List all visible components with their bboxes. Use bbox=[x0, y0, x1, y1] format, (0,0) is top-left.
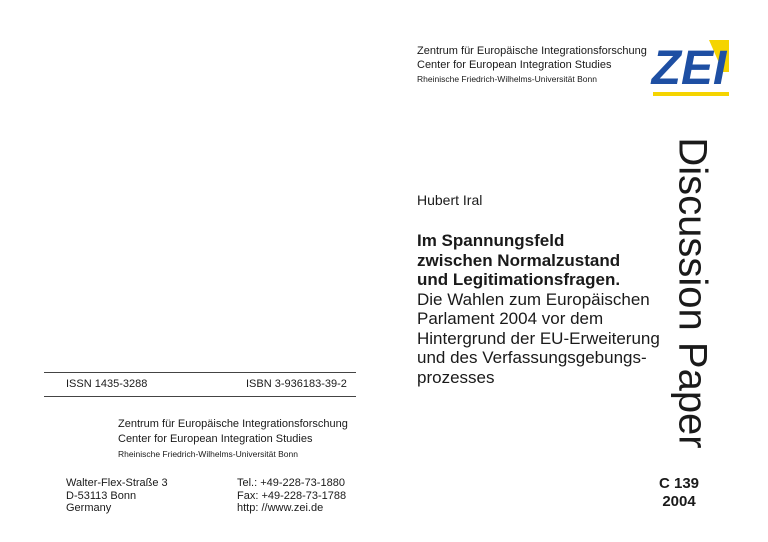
author-name: Hubert Iral bbox=[417, 192, 483, 208]
series-label: Discussion Paper bbox=[670, 137, 715, 449]
isbn-text: ISBN 3-936183-39-2 bbox=[246, 378, 347, 390]
title-line: Im Spannungsfeld bbox=[417, 231, 565, 250]
title-line: zwischen Normalzustand bbox=[417, 250, 621, 270]
front-institute-block bbox=[417, 44, 647, 86]
institute-name-en: Center for European Integration Studies bbox=[118, 433, 313, 445]
university-name: Rheinische Friedrich-Wilhelms-Universität Bonn bbox=[118, 449, 298, 459]
top-divider bbox=[44, 372, 356, 373]
address-country: Germany bbox=[66, 502, 112, 514]
publication-year: 2004 bbox=[662, 493, 696, 510]
logo-text: ZEI bbox=[651, 42, 727, 95]
issn-text: ISSN 1435-3288 bbox=[66, 378, 148, 390]
university-name: Rheinische Friedrich-Wilhelms-Universität Bonn bbox=[417, 74, 597, 84]
series-label-vertical bbox=[667, 124, 717, 462]
bottom-divider bbox=[44, 396, 356, 397]
paper-title bbox=[417, 231, 660, 387]
subtitle-line: Hintergrund der EU-Erweiterung bbox=[417, 328, 660, 348]
subtitle-line: und des Verfassungsgebungs- bbox=[417, 348, 647, 367]
subtitle-line: Parlament 2004 vor dem bbox=[417, 309, 604, 328]
contact-info bbox=[237, 477, 346, 515]
address-city: D-53113 Bonn bbox=[66, 489, 137, 502]
paper-identifier bbox=[645, 475, 713, 511]
title-line: und Legitimationsfragen. bbox=[417, 270, 621, 289]
zei-logo bbox=[649, 32, 731, 98]
institute-name-de: Zentrum für Europäische Integrationsforschung bbox=[118, 418, 348, 430]
website-link[interactable]: http: //www.zei.de bbox=[237, 502, 324, 514]
subtitle-line: prozesses bbox=[417, 367, 495, 387]
institute-name-en: Center for European Integration Studies bbox=[417, 59, 612, 71]
paper-number: C 139 bbox=[658, 475, 700, 492]
postal-address bbox=[66, 477, 168, 515]
address-street: Walter-Flex-Straße 3 bbox=[66, 477, 168, 489]
telephone: Tel.: +49-228-73-1880 bbox=[237, 477, 345, 489]
back-institute-block bbox=[118, 417, 348, 462]
institute-name-de: Zentrum für Europäische Integrationsforschung bbox=[417, 45, 647, 57]
subtitle-line: Die Wahlen zum Europäischen bbox=[417, 289, 650, 309]
fax: Fax: +49-228-73-1788 bbox=[237, 489, 347, 502]
